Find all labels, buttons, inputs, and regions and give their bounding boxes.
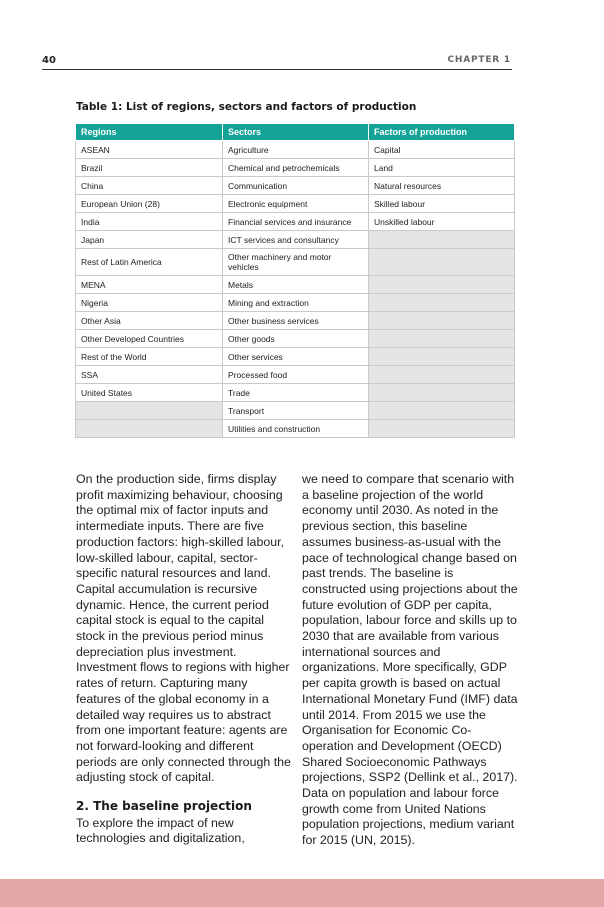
table-row (76, 366, 515, 384)
table-cell-empty (369, 348, 515, 366)
table-cell: China (76, 177, 223, 195)
table-cell: Brazil (76, 159, 223, 177)
table-row (76, 420, 515, 438)
table-cell: Japan (76, 231, 223, 249)
table-cell-empty (369, 384, 515, 402)
table-row (76, 312, 515, 330)
table-cell: Chemical and petrochemicals (223, 159, 369, 177)
page-number: 40 (42, 55, 56, 66)
table-cell: Mining and extraction (223, 294, 369, 312)
table-cell: Utilities and construction (223, 420, 369, 438)
table-cell-empty (76, 402, 223, 420)
table-cell: Nigeria (76, 294, 223, 312)
table-row (76, 231, 515, 249)
header-rule (42, 69, 512, 70)
table-cell: Other machinery and motor vehicles (223, 249, 369, 276)
table-cell: Trade (223, 384, 369, 402)
chapter-label: CHAPTER 1 (447, 55, 511, 65)
table-cell: Other services (223, 348, 369, 366)
table-cell: Transport (223, 402, 369, 420)
table-cell-empty (369, 330, 515, 348)
table-cell: MENA (76, 276, 223, 294)
body-paragraph: we need to compare that scenario with a baseline projection of the world economy until 2030. As noted in the previous section, this baseline assumes business-as-usual with the pace of technological change based on past trends. The baseline is constructed using projections about the future evolution of GDP per capita, population, labour force and skills up to 2030 that are available from various international sources and organizations. More specifically, GDP per capita growth is based on actual International Monetary Fund (IMF) data until 2014. From 2015 we use the Organisation for Economic Co-operation and Development (OECD) Shared Socioeconomic Pathways projections, SSP2 (Dellink et al., 2017). Data on population and labour force growth come from United Nations population projections, medium variant for 2015 (UN, 2015). (302, 472, 518, 848)
table-row (76, 177, 515, 195)
table-cell: Skilled labour (369, 195, 515, 213)
table-cell: ASEAN (76, 141, 223, 159)
body-column-left (76, 472, 292, 847)
table-cell-empty (76, 420, 223, 438)
body-paragraph: To explore the impact of new technologies and digitalization, (76, 815, 245, 846)
table-row (76, 249, 515, 276)
table-cell: Communication (223, 177, 369, 195)
regions-sectors-factors-table (75, 123, 515, 438)
body-paragraph: On the production side, firms display profit maximizing behaviour, choosing the optimal mix of factor inputs and intermediate inputs. There are five production factors: high-skilled labour, low-skilled labour, capital, sector-specific natural resources and land. Capital accumulation is recursive dynamic. Hence, the current period capital stock is equal to the capital stock in the previous period minus depreciation plus investment. Investment flows to regions with higher rates of return. Capturing many features of the global economy in a detailed way requires us to abstract from one important feature: agents are not forward-looking and different periods are only connected through the adjusting stock of capital. (76, 472, 291, 785)
table-row (76, 213, 515, 231)
table-cell: Other goods (223, 330, 369, 348)
table-cell: ICT services and consultancy (223, 231, 369, 249)
section-heading: 2. The baseline projection (76, 799, 252, 814)
table-cell-empty (369, 402, 515, 420)
table-cell-empty (369, 231, 515, 249)
table-row (76, 402, 515, 420)
table-cell: Natural resources (369, 177, 515, 195)
footer-band (0, 879, 604, 907)
table-cell: Other Developed Countries (76, 330, 223, 348)
column-header-regions: Regions (76, 124, 223, 141)
table-cell: Unskilled labour (369, 213, 515, 231)
table-row (76, 159, 515, 177)
table-cell: India (76, 213, 223, 231)
table-cell-empty (369, 249, 515, 276)
table-cell: Land (369, 159, 515, 177)
table-row (76, 330, 515, 348)
table-cell-empty (369, 294, 515, 312)
table-cell-empty (369, 312, 515, 330)
table-cell: SSA (76, 366, 223, 384)
table-cell: Metals (223, 276, 369, 294)
table-row (76, 141, 515, 159)
table-cell: Other business services (223, 312, 369, 330)
table-row (76, 276, 515, 294)
table-cell: Rest of the World (76, 348, 223, 366)
table-cell: Electronic equipment (223, 195, 369, 213)
table-cell: European Union (28) (76, 195, 223, 213)
table-cell-empty (369, 366, 515, 384)
table-cell: Other Asia (76, 312, 223, 330)
table-row (76, 195, 515, 213)
table-caption: Table 1: List of regions, sectors and factors of production (76, 101, 417, 113)
table-cell-empty (369, 420, 515, 438)
column-header-sectors: Sectors (223, 124, 369, 141)
body-column-right (302, 472, 518, 849)
table-cell: Financial services and insurance (223, 213, 369, 231)
table-cell-empty (369, 276, 515, 294)
table-cell: Capital (369, 141, 515, 159)
column-header-factors: Factors of production (369, 124, 515, 141)
table-cell: Processed food (223, 366, 369, 384)
table-cell: Agriculture (223, 141, 369, 159)
table-row (76, 348, 515, 366)
table-cell: United States (76, 384, 223, 402)
table-row (76, 384, 515, 402)
table-row (76, 294, 515, 312)
table-cell: Rest of Latin America (76, 249, 223, 276)
table-header-row (76, 124, 515, 141)
